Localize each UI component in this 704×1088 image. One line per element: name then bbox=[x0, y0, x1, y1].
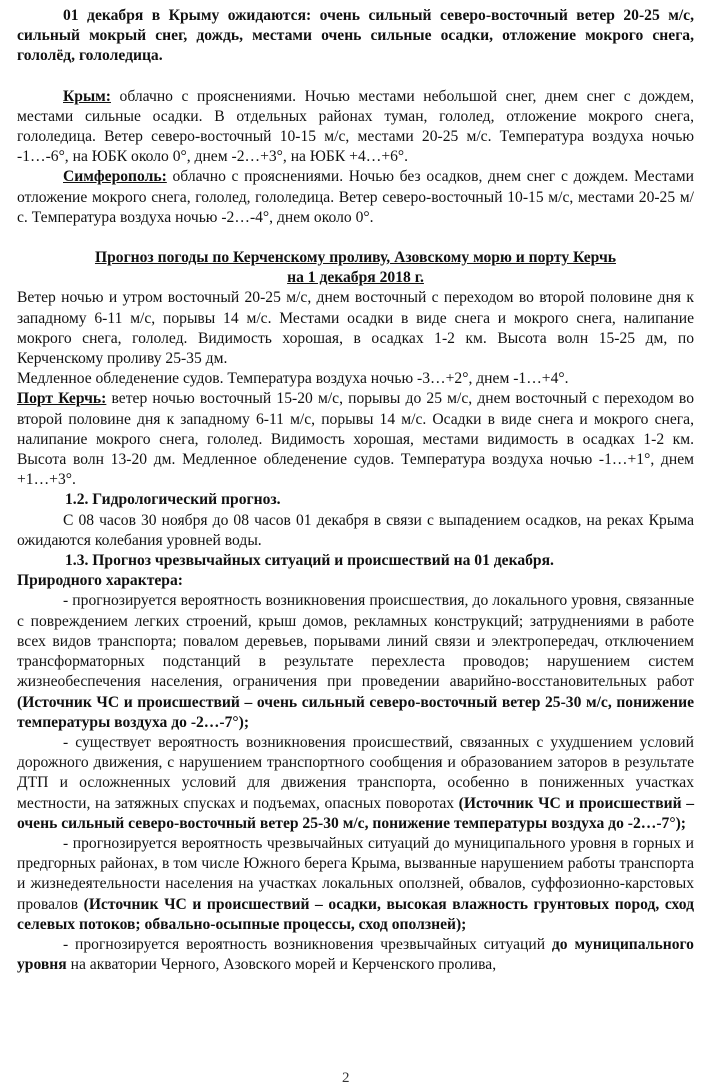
emergency-item-2 bbox=[17, 733, 694, 834]
item-2-source: (Источник ЧС и происшествий – очень сильный северо-восточный ветер 25-30 м/с, понижение температуры воздуха до -2…-7°); bbox=[17, 794, 695, 832]
kerch-forecast-title: Прогноз погоды по Керченскому проливу, Азовскому морю и порту Керчь bbox=[94, 249, 617, 267]
simferopol-text: облачно с прояснениями. Ночью без осадков, днем снег с дождем. Местами отложение мокрого снега, гололед, гололедица. Ветер северо-восточный 10-15 м/с, местами 20-25 м/с. Температура воздуха ночью -2…-4°, днем около 0°. bbox=[17, 168, 694, 226]
kerch-strait-forecast: Ветер ночью и утром восточный 20-25 м/с, днем восточный с переходом во второй половине дня к западному 6-11 м/с, порывы 14 м/с. Местами осадки в виде снега и мокрого снега, налипание мокрого снега, гололед. Видимость хорошая, в осадках 1-2 км. Высота волн 15-25 дм, по Керченскому проливу 25-35 дм. bbox=[17, 289, 694, 368]
item-4-level: до муниципального уровня bbox=[17, 935, 694, 974]
kerch-strait-forecast-2: Медленное обледенение судов. Температура воздуха ночью -3…+2°, днем -1…+4°. bbox=[17, 370, 569, 388]
crimea-forecast bbox=[17, 87, 694, 168]
emergency-item-4 bbox=[17, 935, 694, 975]
item-2-text: - существует вероятность возникновения происшествий, связанных с ухудшением условий дорожного движения, с нарушением транспортного сообщения и образованием заторов в результате ДТП и осложненных условий для движения транспорта, особенно в пониженных участках местности, на затяжных спусках и подъемах, опасных поворотах bbox=[17, 733, 694, 812]
port-kerch-forecast bbox=[17, 389, 694, 490]
crimea-label: Крым: bbox=[63, 87, 111, 105]
item-4-text: - прогнозируется вероятность возникновения чрезвычайных ситуаций bbox=[63, 935, 552, 953]
port-kerch-text: ветер ночью восточный 15-20 м/с, порывы до 25 м/с, днем восточный с переходом во второй половине дня к западному 6-11 м/с, порывы 14 м/с. Осадки в виде снега и мокрого снега, налипание мокрого снега, гололед. Видимость хорошая, местами видимость в осадках 1-2 км. Высота волн 13-20 дм. Медленное обледенение судов. Температура воздуха ночью -1…+1°, днем +1…+3°. bbox=[17, 390, 694, 489]
simferopol-label: Симферополь: bbox=[63, 168, 167, 186]
hydro-title: 1.2. Гидрологический прогноз. bbox=[65, 491, 281, 509]
crimea-text: облачно с прояснениями. Ночью местами небольшой снег, днем снег с дождем, местами сильные осадки. В отдельных районах туман, гололед, отложение мокрого снега, гололедица. Ветер северо-восточный 10-15 м/с, местами 20-25 м/с. Температура воздуха ночью -1…-6°, на ЮБК около 0°, днем -2…+3°, на ЮБК +4…+6°. bbox=[17, 87, 694, 166]
kerch-forecast-date: на 1 декабря 2018 г. bbox=[287, 269, 424, 287]
item-4-text-2: на акватории Черного, Азовского морей и Керченского пролива, bbox=[66, 956, 497, 974]
item-1-source: (Источник ЧС и происшествий – очень сильный северо-восточный ветер 25-30 м/с, понижение температуры воздуха до -2…-7°); bbox=[17, 693, 694, 731]
forecast-headline: 01 декабря в Крыму ожидаются: очень сильный северо-восточный ветер 20-25 м/с, сильный мокрый снег, дождь, местами очень сильные осадки, отложение мокрого снега, гололёд, гололедица. bbox=[17, 7, 694, 65]
emergency-item-1 bbox=[17, 591, 694, 732]
port-kerch-label: Порт Керчь: bbox=[17, 390, 107, 408]
item-3-source: (Источник ЧС и происшествий – осадки, высокая влажность грунтовых пород, сход селевых потоков; обвально-осыпные процессы, сход оползней); bbox=[17, 895, 695, 933]
hydro-text: С 08 часов 30 ноября до 08 часов 01 декабря в связи с выпадением осадков, на реках Крыма ожидаются колебания уровней воды. bbox=[17, 511, 694, 549]
emergency-title: 1.3. Прогноз чрезвычайных ситуаций и происшествий на 01 декабря. bbox=[65, 552, 554, 570]
simferopol-forecast bbox=[17, 167, 694, 228]
page-number: 2 bbox=[342, 1070, 350, 1086]
item-3-text: - прогнозируется вероятность чрезвычайных ситуаций до муниципального уровня в горных и предгорных районах, в том числе Южного берега Крыма, вызванные нарушением работы транспорта и жизнедеятельности населения на участках локальных оползней, обвалов, суффозионно-карстовых провалов bbox=[17, 834, 694, 913]
natural-title: Природного характера: bbox=[17, 572, 183, 590]
emergency-item-3 bbox=[17, 834, 694, 935]
item-1-text: - прогнозируется вероятность возникновения происшествия, до локального уровня, связанные с повреждением легких строений, крыш домов, рекламных конструкций; затруднениями в работе всех видов транспорта; повалом деревьев, порывами линий связи и электропередач, отключением трансформаторных подстанций в результате перехлеста проводов; нарушением систем жизнеобеспечения населения, ограничения при проведении аварийно-восстановительных работ bbox=[17, 592, 694, 691]
